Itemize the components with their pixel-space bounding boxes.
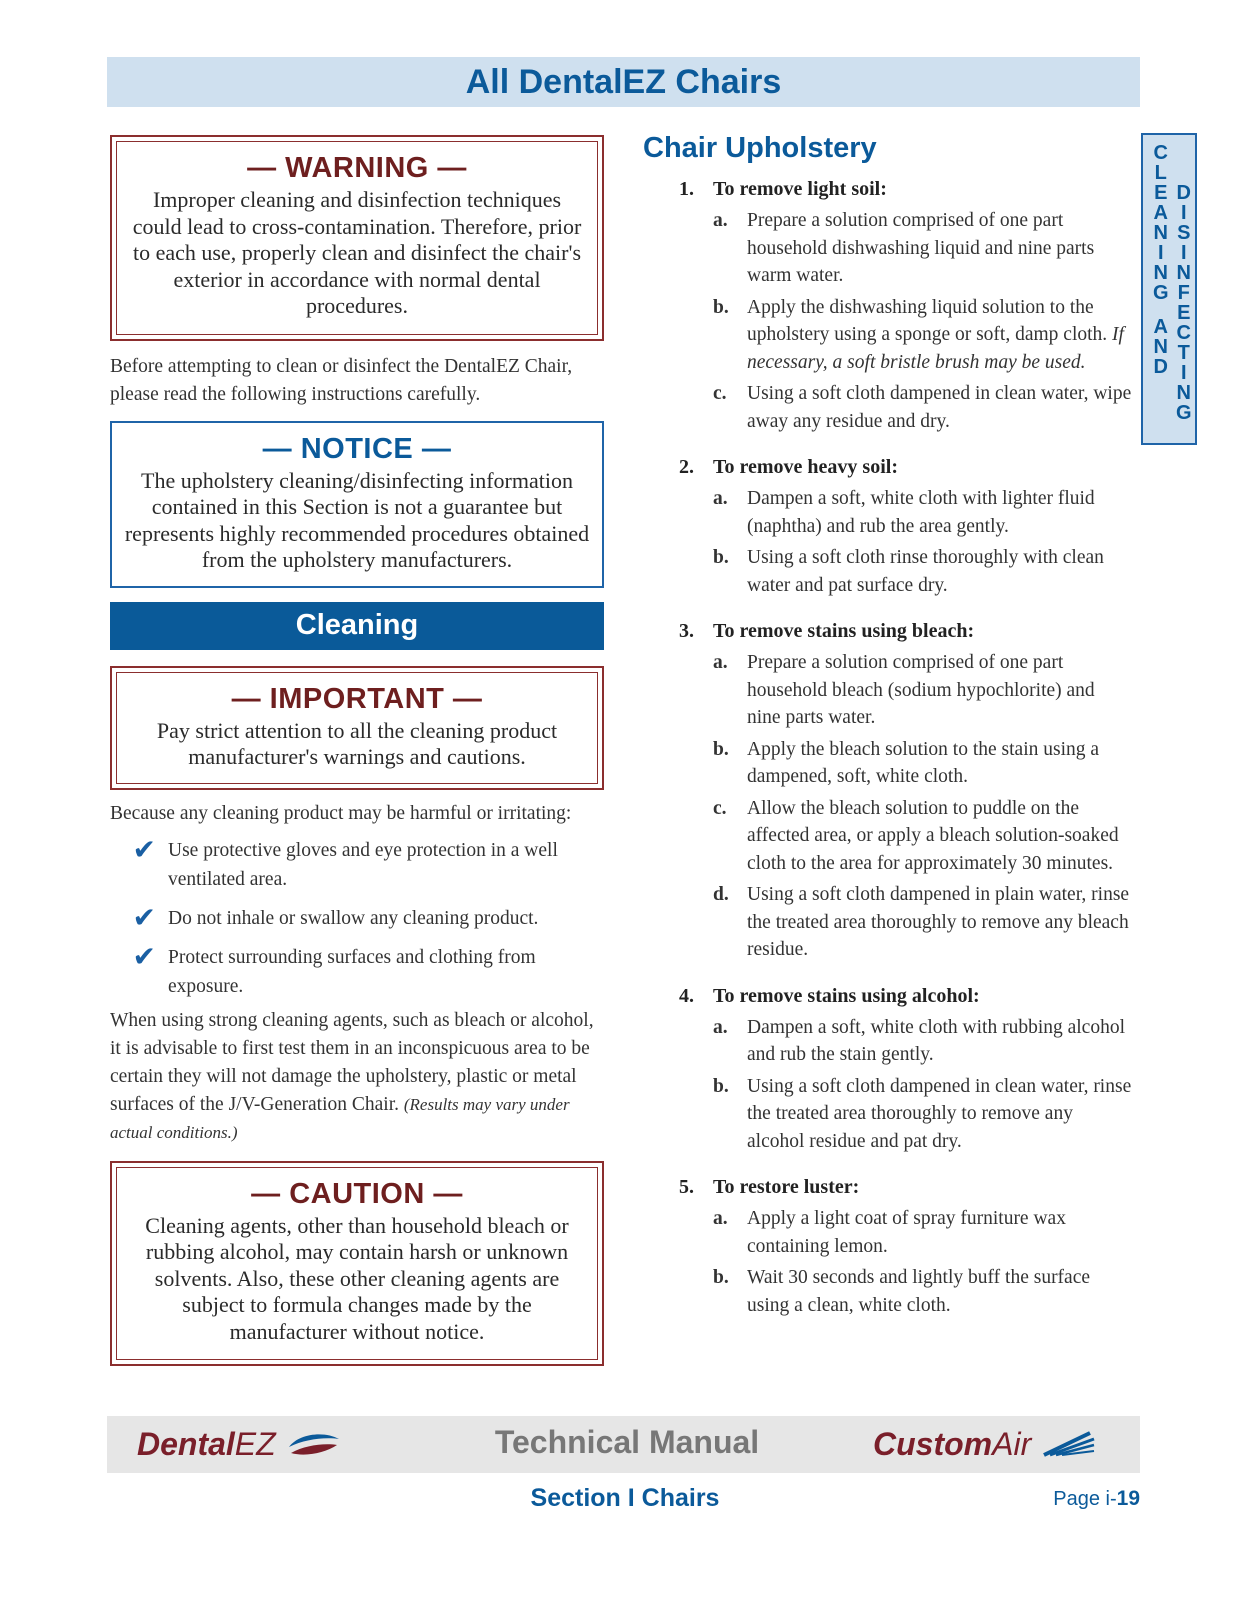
- step-5b: b. Wait 30 seconds and lightly buff the surface using a clean, white cloth.: [713, 1267, 1091, 1316]
- checkmark-icon: ✔: [132, 941, 156, 973]
- list-item: ✔ Do not inhale or swallow any cleaning product.: [110, 904, 604, 933]
- dentalez-swoosh-icon: [285, 1431, 341, 1459]
- step-3d: d. Using a soft cloth dampened in plain water, rinse the treated area thoroughly to remove any bleach residue.: [713, 884, 1130, 960]
- step-4a: a. Dampen a soft, white cloth with rubbing alcohol and rub the stain gently.: [713, 1016, 1126, 1065]
- dentalez-logo: DentalEZ: [137, 1426, 341, 1463]
- step-3c: c. Allow the bleach solution to puddle on the affected area, or apply a bleach solution-soaked cloth to the area for approximately 30 minutes.: [713, 797, 1119, 874]
- notice-title: — NOTICE —: [262, 432, 452, 465]
- intro-paragraph: Before attempting to clean or disinfect the DentalEZ Chair, please read the following instructions carefully.: [110, 355, 573, 405]
- step-3b: b. Apply the bleach solution to the stain using a dampened, soft, white cloth.: [713, 738, 1100, 787]
- list-item: ✔ Use protective gloves and eye protection in a well ventilated area.: [110, 836, 604, 894]
- notice-text: The upholstery cleaning/disinfecting information contained in this Section is not a guarantee but represents highly recommended procedures obtained from the upholstery manufacturers.: [124, 467, 590, 572]
- step-3a: a. Prepare a solution comprised of one part household bleach (sodium hypochlorite) and nine parts water.: [713, 652, 1095, 728]
- footer-band: [107, 1416, 1140, 1473]
- important-text: Pay strict attention to all the cleaning product manufacturer's warnings and cautions.: [156, 717, 558, 769]
- important-title: — IMPORTANT —: [231, 682, 483, 715]
- step-5: 5. To restore luster: a. Apply a light coat of spray furniture wax containing lemon. b. Wait 30 seconds and lightly buff the surface using a clean, white cloth.: [643, 1173, 1133, 1319]
- important-box: [110, 666, 604, 790]
- section-side-tab: [1141, 133, 1197, 445]
- notice-box: [110, 421, 604, 588]
- because-paragraph: Because any cleaning product may be harmful or irritating:: [110, 802, 572, 824]
- warning-title: — WARNING —: [247, 152, 467, 184]
- chair-upholstery-heading: Chair Upholstery: [643, 132, 877, 164]
- header-band: [107, 57, 1140, 107]
- footer-section-label: Section I Chairs: [530, 1484, 720, 1512]
- precaution-list: [110, 836, 604, 1001]
- step-1a: a. Prepare a solution comprised of one part household dishwashing liquid and nine parts warm water.: [713, 210, 1095, 286]
- warning-box: [110, 135, 604, 341]
- right-column: [643, 132, 1133, 1337]
- step-1c: c. Using a soft cloth dampened in clean water, wipe away any residue and dry.: [713, 383, 1132, 432]
- side-tab-disinfecting: D I S I N F E C T I N G: [1176, 182, 1192, 424]
- checkmark-icon: ✔: [132, 902, 156, 934]
- step-3: 3. To remove stains using bleach: a. Prepare a solution comprised of one part household bleach (sodium hypochlorite) and nine parts water. b. Apply the bleach solution to the stain using a dampened, soft, white cloth. c. Allow the bleach solution to puddle on the affected area, or apply a bleach solution-soaked cloth to the area for approximately 30 minutes. d. Using a soft cloth dampened in plain water, rinse the treated area thoroughly to remove any bleach residue.: [643, 617, 1133, 964]
- list-item: ✔ Protect surrounding surfaces and clothing from exposure.: [110, 943, 604, 1001]
- caution-title: — CAUTION —: [251, 1177, 463, 1210]
- step-4b: b. Using a soft cloth dampened in clean water, rinse the treated area thoroughly to remove any alcohol residue and pat dry.: [713, 1075, 1132, 1152]
- customair-logo: CustomAir: [873, 1426, 1096, 1463]
- step-5a: a. Apply a light coat of spray furniture wax containing lemon.: [713, 1208, 1066, 1257]
- step-2b: b. Using a soft cloth rinse thoroughly with clean water and pat surface dry.: [713, 547, 1104, 596]
- side-tab-cleaning-and: C L E A N I N G A N D: [1153, 142, 1169, 378]
- step-1: 1. To remove light soil: a. Prepare a solution comprised of one part household dishwashing liquid and nine parts warm water. b. Apply the dishwashing liquid solution to the upholstery using a sponge or soft, damp cloth. If necessary, a soft bristle brush may be used. c. Using a soft cloth dampened in clean water, wipe away any residue and dry.: [643, 175, 1133, 435]
- strong-agents-paragraph: When using strong cleaning agents, such as bleach or alcohol, it is advisable to first test them in an inconspicuous area to be certain they will not damage the upholstery, plastic or metal surfaces of the J/V-Generation Chair. (Results may vary under actual conditions.): [110, 1009, 594, 1142]
- left-column: [110, 135, 604, 1366]
- cleaning-heading: Cleaning: [110, 602, 604, 650]
- caution-text: Cleaning agents, other than household bleach or rubbing alcohol, may contain harsh or unknown solvents. Also, these other cleaning agents are subject to formula changes made by the manufacturer without notice.: [145, 1212, 569, 1344]
- step-4: 4. To remove stains using alcohol: a. Dampen a soft, white cloth with rubbing alcohol and rub the stain gently. b. Using a soft cloth dampened in clean water, rinse the treated area thoroughly to remove any alcohol residue and pat dry.: [643, 982, 1133, 1156]
- page-number: Page i-19: [1053, 1487, 1140, 1510]
- footer-title: Technical Manual: [494, 1424, 760, 1460]
- step-2: 2. To remove heavy soil: a. Dampen a soft, white cloth with lighter fluid (naphtha) and rub the area gently. b. Using a soft cloth rinse thoroughly with clean water and pat surface dry.: [643, 453, 1133, 599]
- customair-wings-icon: [1040, 1429, 1096, 1459]
- results-note: (Results may vary under actual conditions.): [110, 1094, 570, 1142]
- checkmark-icon: ✔: [132, 834, 156, 866]
- warning-text: Improper cleaning and disinfection techniques could lead to cross-contamination. Therefore, prior to each use, properly clean and disinfect the chair's exterior in accordance with normal dental procedures.: [132, 187, 582, 318]
- caution-box: [110, 1161, 604, 1367]
- step-1b: b. Apply the dishwashing liquid solution to the upholstery using a sponge or soft, damp cloth. If necessary, a soft bristle brush may be used.: [713, 296, 1124, 373]
- step-2a: a. Dampen a soft, white cloth with lighter fluid (naphtha) and rub the area gently.: [713, 488, 1095, 537]
- page-title: All DentalEZ Chairs: [465, 63, 782, 101]
